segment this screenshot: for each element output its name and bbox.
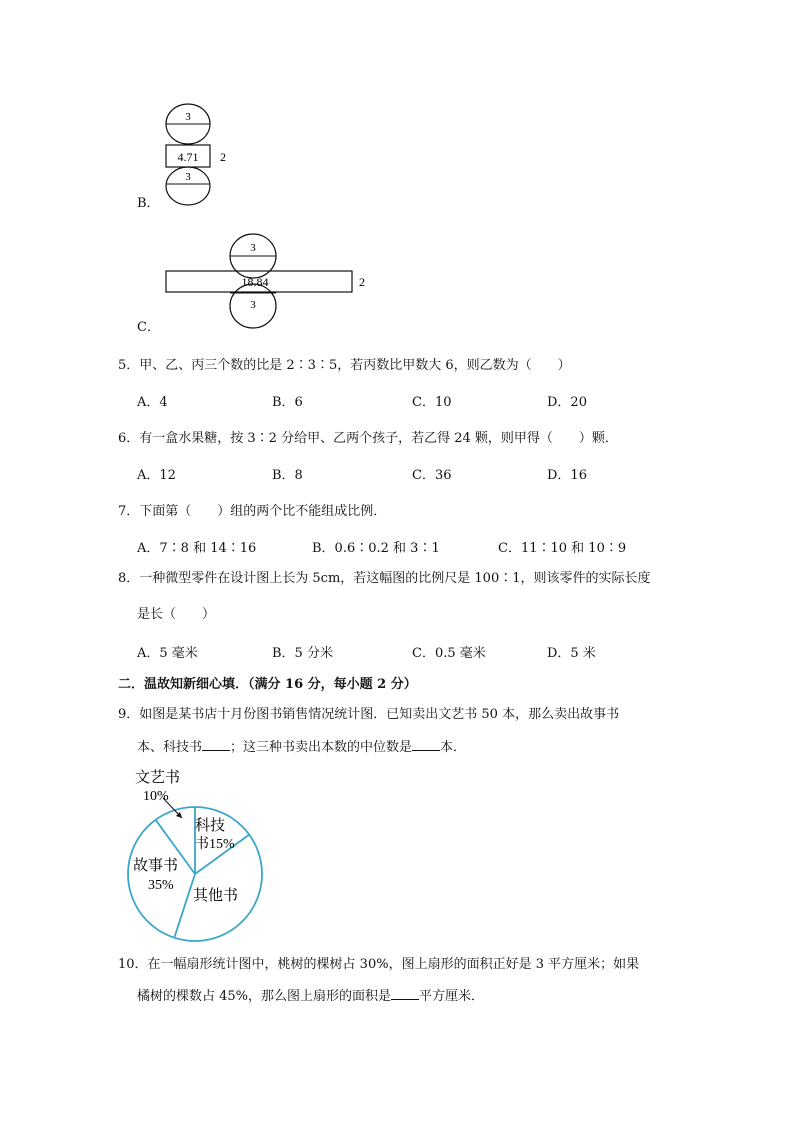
figure-b: [150, 100, 260, 210]
q10-part-b: 平方厘米．: [419, 989, 485, 1004]
q9-part-c: 本．: [440, 740, 467, 755]
label-wenyi: 文艺书: [135, 770, 181, 786]
answer-blank[interactable]: [412, 738, 440, 751]
label-qita: 其他书: [193, 888, 239, 904]
top-circle-number: 3: [185, 111, 191, 123]
question-9-line1: 9．如图是某书店十月份图书销售情况统计图．已知卖出文艺书 50 本，那么卖出故事书: [118, 707, 620, 722]
label-wenyi-pct: 10%: [143, 789, 169, 804]
boundary-qita-gushi: [174, 874, 195, 938]
q6-option-a[interactable]: A．12: [137, 468, 176, 483]
q5-option-d[interactable]: D．20: [547, 395, 587, 410]
answer-blank[interactable]: [202, 738, 230, 751]
option-label-b: B．: [137, 196, 160, 211]
q8-option-d[interactable]: D．5 米: [547, 646, 596, 661]
label-keji-1: 科技: [195, 818, 226, 834]
q5-option-a[interactable]: A．4: [137, 395, 168, 410]
bottom-circle-number: 3: [250, 299, 256, 311]
side-number: 2: [220, 150, 226, 164]
q6-option-d[interactable]: D．16: [547, 468, 587, 483]
top-circle-number: 3: [250, 242, 256, 254]
question-9-line2: [137, 738, 466, 757]
q10-part-a: 橘树的棵数占 45%，那么图上扇形的面积是: [137, 989, 392, 1004]
question-6: 6．有一盒水果糖，按 3∶2 分给甲、乙两个孩子，若乙得 24 颗，则甲得（ ）颗．: [118, 431, 618, 446]
q8-option-a[interactable]: A．5 毫米: [137, 646, 198, 661]
bottom-circle-number: 3: [185, 171, 191, 183]
q7-option-c[interactable]: C．11∶10 和 10∶9: [498, 541, 627, 556]
label-gushi: 故事书: [133, 858, 179, 874]
option-label-c: C．: [137, 320, 160, 335]
section-2-title: 二．温故知新细心填．（满分 16 分，每小题 2 分）: [118, 677, 417, 692]
rect-number: 18.84: [241, 275, 269, 289]
answer-blank[interactable]: [391, 987, 419, 1000]
q7-option-a[interactable]: A．7∶8 和 14∶16: [137, 541, 257, 556]
question-10-line2: [137, 987, 484, 1006]
question-10-line1: 10．在一幅扇形统计图中，桃树的棵树占 30%，图上扇形的面积正好是 3 平方厘米；如果: [118, 957, 640, 972]
label-gushi-pct: 35%: [148, 878, 174, 893]
q6-option-b[interactable]: B．8: [272, 468, 303, 483]
question-8-line2: 是长（ ）: [137, 607, 216, 622]
q8-option-b[interactable]: B．5 分米: [272, 646, 333, 661]
label-keji-2: 书15%: [195, 837, 235, 852]
q5-option-c[interactable]: C．10: [412, 395, 452, 410]
side-number: 2: [359, 275, 365, 289]
q8-option-c[interactable]: C．0.5 毫米: [412, 646, 486, 661]
pie-chart: [115, 762, 275, 942]
figure-c: [160, 228, 380, 338]
q6-option-c[interactable]: C．36: [412, 468, 452, 483]
q9-part-a: 本、科技书: [137, 740, 203, 755]
question-7: 7．下面第（ ）组的两个比不能组成比例．: [118, 504, 387, 519]
q7-option-b[interactable]: B．0.6∶0.2 和 3∶1: [312, 541, 440, 556]
rect-number: 4.71: [177, 150, 199, 164]
question-5: 5．甲、乙、丙三个数的比是 2∶3∶5，若丙数比甲数大 6，则乙数为（ ）: [118, 358, 571, 373]
q5-option-b[interactable]: B．6: [272, 395, 303, 410]
question-8-line1: 8．一种微型零件在设计图上长为 5cm，若这幅图的比例尺是 100∶1，则该零件的实际长度: [118, 571, 651, 586]
q9-part-b: ；这三种书卖出本数的中位数是: [230, 740, 413, 755]
